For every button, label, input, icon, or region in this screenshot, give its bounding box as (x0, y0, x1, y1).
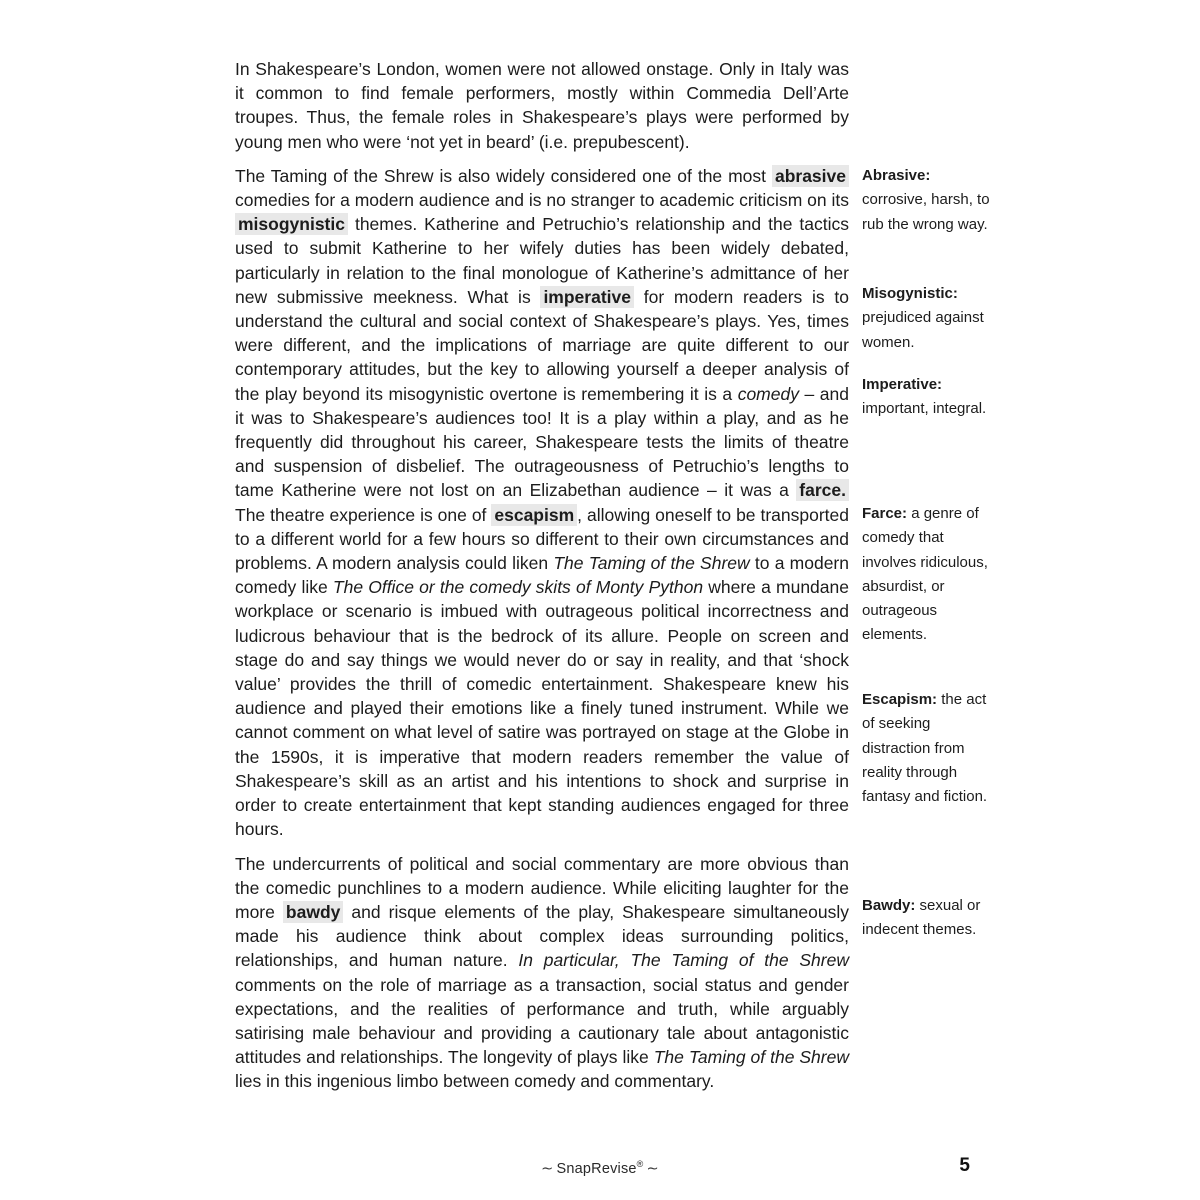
margin-term: Farce: (862, 505, 908, 522)
text-run: The undercurrents of political and social commentary are more obvious than the comedic punchlines to a modern audience. While eliciting laughter for the more (235, 853, 849, 922)
text-run: The Taming of the Shrew is also widely considered one of the most (235, 165, 772, 186)
keyword-highlight: imperative (540, 286, 634, 308)
keyword-highlight: farce. (796, 479, 849, 501)
margin-definition: important, integral. (862, 400, 987, 418)
text-run: In Shakespeare’s London, women were not allowed onstage. Only in Italy was it common to find female performers, mostly within Commedia Dell’Arte troupes. Thus, the female roles in Shakespeare’s plays were performed by young men who were ‘not yet in beard’ (i.e. prepubescent). (235, 59, 849, 152)
keyword-highlight: misogynistic (235, 213, 348, 235)
margin-definition: corrosive, harsh, to rub the wrong way. (862, 191, 990, 233)
body-paragraph-1 (235, 57, 849, 154)
italic-text: The Taming of the Shrew (653, 1047, 849, 1068)
margin-term: Imperative: (862, 376, 943, 393)
margin-term: Escapism: (862, 691, 938, 708)
margin-note-escapism (862, 688, 990, 809)
footer-brand (0, 1161, 1200, 1177)
text-run: comments on the role of marriage as a transaction, social status and gender expectations, and the realities of performance and truth, while arguably satirising male behaviour and providing a cautionary tale about antagonistic attitudes and relationships. The longevity of plays like (235, 974, 849, 1068)
body-paragraph-2 (235, 164, 849, 842)
text-run: The theatre experience is one of (235, 504, 492, 525)
italic-text: comedy (737, 383, 799, 404)
keyword-highlight: bawdy (283, 901, 343, 923)
margin-definition: the act of seeking distraction from reality through fantasy and fiction. (862, 691, 988, 806)
margin-definition: a genre of comedy that involves ridiculous, absurdist, or outrageous elements. (862, 505, 988, 644)
page-number: 5 (959, 1155, 970, 1176)
margin-definition: sexual or indecent themes. (862, 897, 981, 939)
margin-note-abrasive (862, 164, 990, 237)
text-run: themes. Katherine and Petruchio’s relationship and the tactics used to submit Katherine to her wifely duties has been widely debated, particularly in relation to the final monologue of Katherine’s admittance of her new submissive meekness. What is (235, 214, 849, 307)
article-body (235, 57, 849, 1104)
margin-term: Misogynistic: (862, 285, 958, 302)
text-run: for modern readers is to understand the cultural and social context of Shakespeare’s plays. Yes, times were different, and the implications of marriage are quite different to our contemporary attitudes, but the key to allowing yourself a deeper analysis of the play beyond its misogynistic overtone is remembering it is a (235, 286, 849, 404)
tilde-left: ∼ (541, 1161, 554, 1177)
italic-text: The Taming of the Shrew (553, 553, 750, 574)
brand-name: SnapRevise (556, 1161, 637, 1177)
text-run: lies in this ingenious limbo between comedy and commentary. (235, 1071, 715, 1092)
margin-note-misogynistic (862, 282, 990, 355)
text-run: and risque elements of the play, Shakespeare simultaneously made his audience think about complex ideas surrounding politics, relationships, and human nature. (235, 901, 850, 971)
italic-text: In particular, The Taming of the Shrew (518, 950, 849, 971)
margin-note-bawdy (862, 894, 990, 943)
keyword-highlight: abrasive (772, 165, 849, 187)
registered-mark: ® (636, 1159, 644, 1170)
text-run: comedies for a modern audience and is no stranger to academic criticism on its (235, 190, 849, 211)
text-run: where a mundane workplace or scenario is imbued with outrageous political incorrectness and ludicrous behaviour that is the bedrock of its allure. People on screen and stage do and say things we would never do or say in reality, and that ‘shock value’ provides the thrill of comedic entertainment. Shakespeare knew his audience and played their emotions like a finely tuned instrument. While we cannot comment on what level of satire was portrayed on stage at the Globe in the 1590s, it is imperative that modern readers remember the value of Shakespeare’s skill as an artist and his intentions to shock and surprise in order to create entertainment that kept standing audiences engaged for three hours. (235, 577, 849, 840)
margin-term: Bawdy: (862, 897, 916, 914)
text-run: , allowing oneself to be transported to a different world for a few hours so different to their own circumstances and problems. A modern analysis could liken (235, 504, 850, 574)
margin-definition: prejudiced against women. (862, 309, 984, 351)
text-run: – and it was to Shakespeare’s audiences too! It is a play within a play, and as he frequently did throughout his career, Shakespeare tests the limits of theatre and suspension of disbelief. The outrageousness of Petruchio’s lengths to tame Katherine were not lost on an Elizabethan audience – it was a (235, 383, 850, 501)
margin-term: Abrasive: (862, 167, 931, 184)
margin-note-imperative (862, 373, 990, 422)
italic-text: The Office or the comedy skits of Monty Python (332, 577, 704, 598)
tilde-right: ∼ (646, 1161, 659, 1177)
text-run: to a modern comedy like (235, 553, 849, 598)
margin-note-farce (862, 502, 990, 648)
body-paragraph-3 (235, 852, 849, 1094)
keyword-highlight: escapism (491, 504, 577, 526)
